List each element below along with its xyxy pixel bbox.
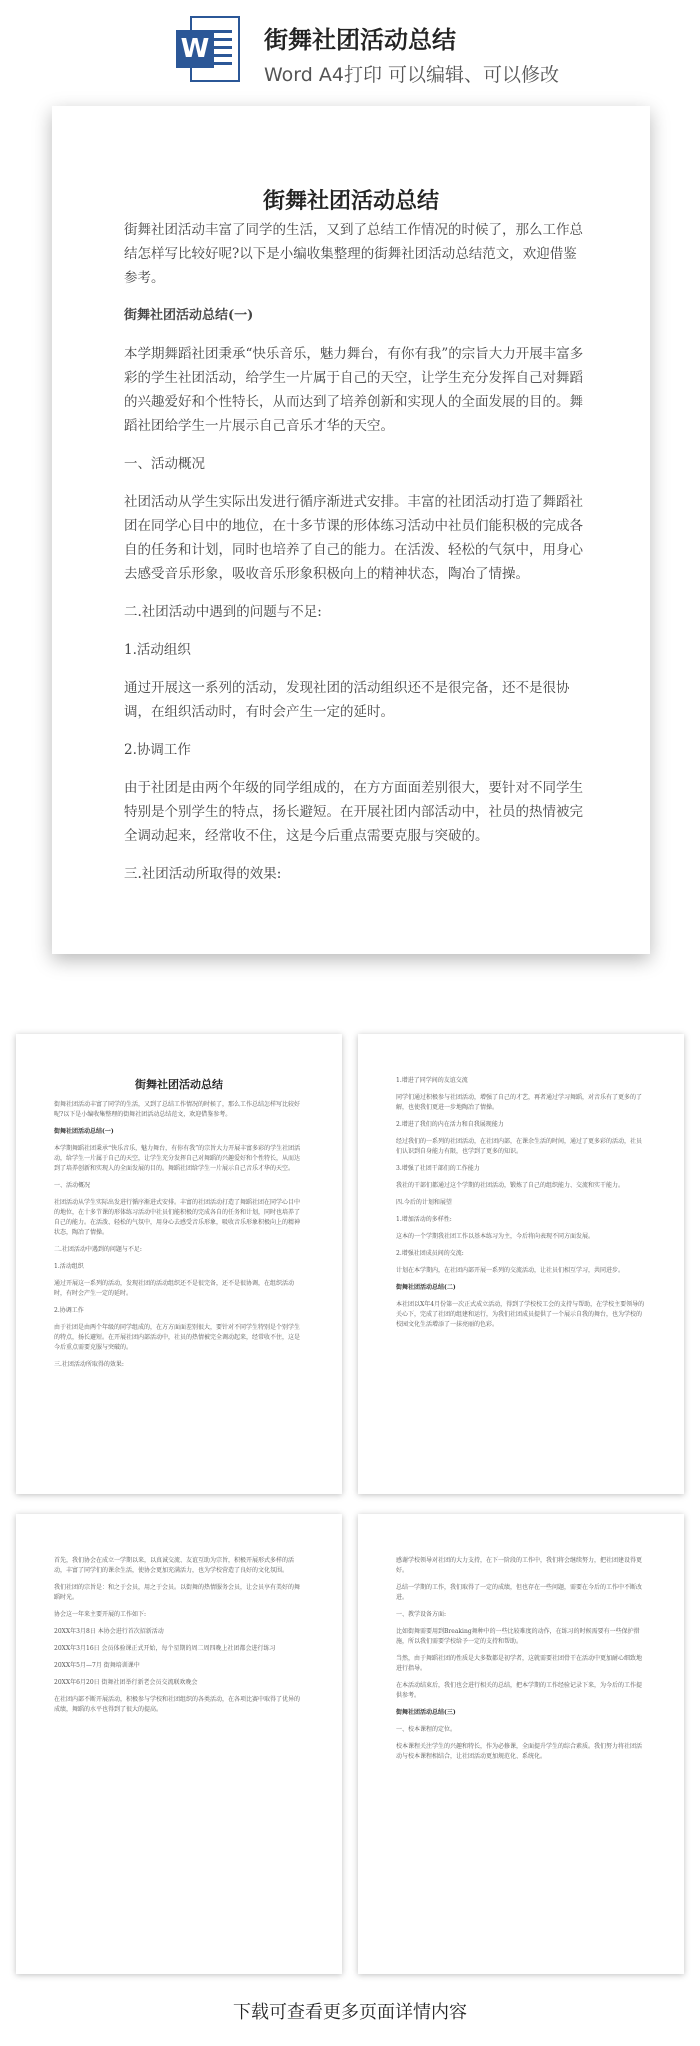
section-heading: 2.协调工作 [124,742,191,758]
intro-paragraph: 街舞社团活动丰富了同学的生活，又到了总结工作情况的时候了，那么工作总结怎样写比较好呢?以下是小编收集整理的街舞社团活动总结范文，欢迎借鉴参考。 [124,222,583,286]
thumbnail-paragraph: 这本的一个学期我社团工作以基本练习为主，今后将向表现不同方面发展。 [396,1233,595,1240]
thumbnail-paragraph: 二.社团活动中遇到的问题与不足: [54,1246,142,1253]
body-paragraph: 通过开展这一系列的活动，发现社团的活动组织还不是很完备，还不是很协调，在组织活动时，有时会产生一定的延时。 [124,680,570,720]
body-paragraph: 本学期舞蹈社团秉承“快乐音乐，魅力舞台，有你有我”的宗旨大力开展丰富多彩的学生社团活动，给学生一片属于自己的天空，让学生充分发挥自己对舞蹈的兴趣爱好和个性特长，从而达到了培养创新和实现人的全面发展的目的。舞蹈社团给学生一片展示自己音乐才华的天空。 [124,346,584,434]
thumbnail-paragraph: 街舞社团活动总结(二) [396,1284,456,1291]
section-heading: 二.社团活动中遇到的问题与不足: [124,604,322,620]
thumbnail-paragraph: 协会这一年来主要开展的工作如下: [54,1611,147,1618]
thumbnail-paragraph: 20XX年3月16日 会员体验课正式开始，每个星期的周二周四晚上社团都会进行练习 [54,1645,276,1652]
thumbnail-paragraph: 我们社团的宗旨是：和之于会员，用之于会员。以街舞的热情服务会员，让会员享有美好的舞蹈时光。 [54,1584,301,1601]
thumbnail-paragraph: 通过开展这一系列的活动，发现社团的活动组织还不是很完备，还不是很协调，在组织活动时，有时会产生一定的延时。 [54,1280,295,1297]
section-heading: 街舞社团活动总结(一) [124,308,254,323]
thumbnail-paragraph: 比如街舞需要用到Breaking舞种中的一些比较难度的动作，在练习的时候需要有一些保护措施，所以我们需要学校给予一定的支持和帮助。 [396,1628,640,1645]
thumbnail-paragraph: 20XX年5月—7月 街舞培训课中 [54,1662,140,1669]
header-title: 街舞社团活动总结 [264,26,456,54]
thumbnail-paragraph: 一、校本课程的定位。 [396,1726,457,1733]
thumbnail-paragraph: 计划在本学期内，在社团内部开展一系列的交流活动，让社员们相互学习，共同进步。 [396,1267,625,1274]
thumbnail-paragraph: 社团活动从学生实际出发进行循序渐进式安排。丰富的社团活动打造了舞蹈社团在同学心目中的地位，在十多节课的形体练习活动中社员们能积极的完成各自的任务和计划，同时也培养了自己的能力。在活泼、轻松的气氛中，用身心去感受音乐形象，吸收音乐形象积极向上的精神状态，陶冶了情操。 [54,1199,301,1236]
thumbnail-paragraph: 2.增进了我们的内在活力和自我展现能力 [396,1121,504,1128]
page-thumbnail-3 [16,1514,342,1974]
thumbnail-paragraph: 1.增进了同学间的友谊交流 [396,1077,468,1084]
thumbnail-paragraph: 20XX年3月8日 本协会进行首次招新活动 [54,1628,164,1635]
body-paragraph: 由于社团是由两个年级的同学组成的，在方方面面差别很大，要针对不同学生特别是个别学生的特点，扬长避短。在开展社团内部活动中，社员的热情被完全调动起来，经常收不住，这是今后重点需要克服与突破的。 [124,780,583,844]
thumbnail-paragraph: 总结一学期的工作，我们取得了一定的成绩，但也存在一些问题，需要在今后的工作中不断改进。 [396,1584,643,1601]
section-heading: 一、活动概况 [124,456,205,472]
thumbnail-body [16,1100,342,1370]
thumbnail-paragraph: 街舞社团活动丰富了同学的生活，又到了总结工作情况的时候了，那么工作总结怎样写比较好呢?以下是小编收集整理的街舞社团活动总结范文，欢迎借鉴参考。 [54,1101,301,1118]
thumbnail-paragraph: 同学们通过积极参与社团活动，增强了自己的才艺，再者通过学习舞蹈，对音乐有了更多的了解，也使我们更进一步地陶冶了情操。 [396,1094,643,1111]
thumbnail-body [358,1034,684,1330]
thumbnail-paragraph: 由于社团是由两个年级的同学组成的，在方方面面差别很大，要针对不同学生特别是个别学生的特点，扬长避短。在开展社团内部活动中，社员的热情被完全调动起来，经常收不住，这是今后重点需要克服与突破的。 [54,1324,301,1351]
thumbnail-paragraph: 在社团内部不断开展活动，积极参与学校和社团组织的各类活动，在各项比赛中取得了优异的成绩，舞蹈的水平也得到了很大的提高。 [54,1696,301,1713]
section-heading: 三.社团活动所取得的效果: [124,866,282,882]
main-page-preview [52,106,650,954]
thumbnail-paragraph: 20XX年6月20日 街舞社团举行新老会员交流联欢晚会 [54,1679,198,1686]
thumbnail-paragraph: 本社团以X年4月份第一次正式成立活动，得到了学校校工会的支持与帮助，在学校主要领导的关心下，完成了社团的组建和运行，为我们社团成员提供了一个展示自我的舞台，也为学校的校园文化生活增添了一抹亮丽的色彩。 [396,1301,645,1328]
download-more-link[interactable]: 下载可查看更多页面详情内容 [233,2002,467,2023]
document-title: 街舞社团活动总结 [262,188,439,214]
thumbnail-paragraph: 本学期舞蹈社团秉承“快乐音乐，魅力舞台，有你有我”的宗旨大力开展丰富多彩的学生社团活动，给学生一片属于自己的天空，让学生充分发挥自己对舞蹈的兴趣爱好和个性特长，从而达到了培养创新和实现人的全面发展的目的。舞蹈社团给学生一片展示自己音乐才华的天空。 [54,1145,301,1172]
body-paragraph: 社团活动从学生实际出发进行循序渐进式安排。丰富的社团活动打造了舞蹈社团在同学心目中的地位，在十多节课的形体练习活动中社员们能积极的完成各自的任务和计划，同时也培养了自己的能力。在活泼、轻松的气氛中，用身心去感受音乐形象，吸收音乐形象积极向上的精神状态，陶冶了情操。 [124,494,583,582]
page-thumbnail-2 [358,1034,684,1494]
thumbnail-body [358,1514,684,1762]
thumbnail-paragraph: 当然，由于舞蹈社团的性质是大多数都是初学者，这就需要社团骨干在活动中更加耐心细致地进行指导。 [396,1655,643,1672]
thumbnail-title: 街舞社团活动总结 [135,1078,223,1091]
section-heading: 1.活动组织 [124,642,191,658]
thumbnail-paragraph: 在本活动结束后，我们也会进行相关的总结，把本学期的工作经验记录下来，为今后的工作提供参考。 [396,1682,643,1699]
header [0,0,700,92]
thumbnail-paragraph: 2.增强社团成员间的交流: [396,1250,464,1257]
thumbnail-paragraph: 2.协调工作 [54,1307,84,1314]
thumbnail-body [16,1514,342,1715]
header-subtitle: Word A4打印 可以编辑、可以修改 [264,64,560,86]
page-thumbnail-4 [358,1514,684,1974]
word-document-icon [176,16,240,82]
thumbnail-paragraph: 街舞社团活动总结(一) [54,1128,114,1135]
thumbnail-paragraph: 1.活动组织 [54,1263,84,1270]
thumbnail-paragraph: 首先，我们协会在成立一学期以来，以真诚交流、友谊互助为宗旨，积极开展形式多样的活动，丰富了同学们的课余生活，使协会更加充满活力，也为学校营造了良好的文化氛围。 [54,1557,295,1574]
thumbnail-paragraph: 感谢学校领导对社团的大力支持，在下一阶段的工作中，我们将会继续努力，把社团建设得更好。 [396,1557,643,1574]
word-badge: W [176,30,214,68]
thumbnail-paragraph: 三.社团活动所取得的效果: [54,1361,124,1368]
thumbnail-paragraph: 我社的干部们都通过这个学期的社团活动，锻炼了自己的组织能力、交流和实干能力。 [396,1182,625,1189]
thumbnail-paragraph: 经过我们的一系列的社团活动，在社团内部，在课余生活的时间，通过了更多彩的活动，社员们认识到自身能力有限，也学到了更多的知识。 [396,1138,643,1155]
thumbnail-paragraph: 街舞社团活动总结(三) [396,1709,456,1716]
thumbnail-paragraph: 一、活动概况 [54,1182,91,1189]
document-body [124,218,588,900]
thumbnail-paragraph: 校本课程关注学生的兴趣和特长，作为必修课，全面提升学生的综合素质。我们努力将社团活动与校本课程相结合，让社团活动更加规范化、系统化。 [396,1743,643,1760]
thumbnail-paragraph: 一、教学设备方面: [396,1611,447,1618]
thumbnail-paragraph: 1.增加活动的多样性: [396,1216,452,1223]
thumbnail-paragraph: 四.今后的计划和展望 [396,1199,452,1206]
thumbnail-paragraph: 3.增强了社团干部们的工作能力 [396,1165,480,1172]
page-thumbnail-1 [16,1034,342,1494]
